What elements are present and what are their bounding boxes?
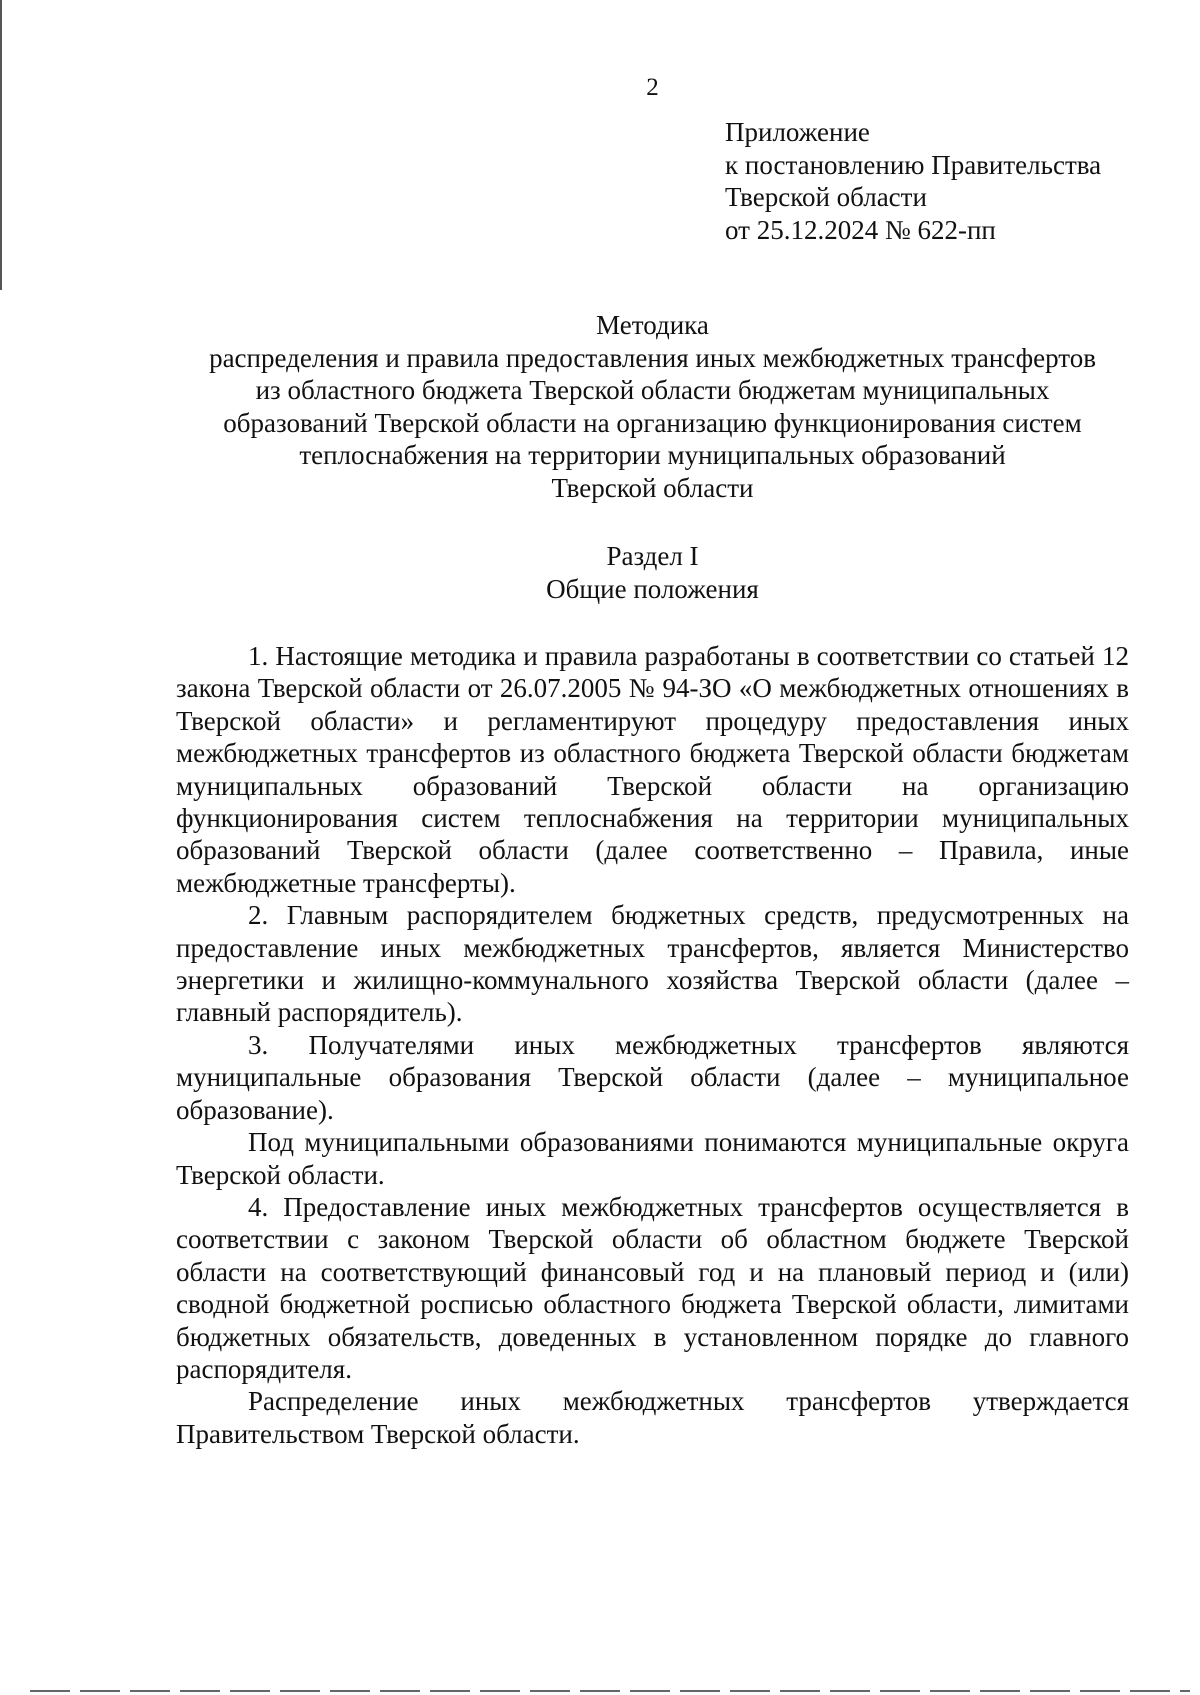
scan-bottom-edge xyxy=(30,1690,1190,1692)
paragraph: 2. Главным распорядителем бюджетных средств, предусмотренных на предоставление иных межбюджетных трансфертов, является Министерство энергетики и жилищно-коммунального хозяйства Тверской области (далее – главный распорядитель). xyxy=(176,900,1129,1028)
paragraph: Распределение иных межбюджетных трансфертов утверждается Правительством Тверской области. xyxy=(176,1386,1129,1449)
title-line: образований Тверской области на организацию функционирования систем xyxy=(223,407,1082,438)
section-number: Раздел I xyxy=(606,541,699,571)
appendix-line: к постановлению Правительства xyxy=(725,149,1102,180)
paragraph: Под муниципальными образованиями понимаются муниципальные округа Тверской области. xyxy=(176,1127,1129,1190)
document-body xyxy=(176,640,1129,1450)
title-line: Тверской области xyxy=(551,472,754,503)
document-title xyxy=(180,309,1125,504)
paragraph: 1. Настоящие методика и правила разработаны в соответствии со статьей 12 закона Тверской области от 26.07.2005 № 94-ЗО «О межбюджетных отношениях в Тверской области» и регламентируют процедуру предоставления иных межбюджетных трансфертов из областного бюджета Тверской области бюджетам муниципальных образований Тверской области на организацию функционирования систем теплоснабжения на территории муниципальных образований Тверской области (далее соответственно – Правила, иные межбюджетные трансферты). xyxy=(176,641,1129,898)
paragraph: 3. Получателями иных межбюджетных трансфертов являются муниципальные образования Тверской области (далее – муниципальное образование). xyxy=(176,1029,1129,1125)
appendix-line: Тверской области xyxy=(725,182,927,212)
title-line: из областного бюджета Тверской области бюджетам муниципальных xyxy=(255,375,1050,405)
page-number: 2 xyxy=(646,74,659,101)
appendix-line: Приложение xyxy=(725,117,870,147)
paragraph: 4. Предоставление иных межбюджетных трансфертов осуществляется в соответствии с законом Тверской области об областном бюджете Тверской области на соответствующий финансовый год и на плановый период и (или) сводной бюджетной росписью областного бюджета Тверской области, лимитами бюджетных обязательств, доведенных в установленном порядке до главного распорядителя. xyxy=(176,1191,1129,1384)
scan-left-edge xyxy=(0,0,2,290)
section-heading xyxy=(180,540,1125,606)
appendix-header xyxy=(725,116,1101,246)
appendix-date-number: от 25.12.2024 № 622-пп xyxy=(725,214,996,245)
section-name: Общие положения xyxy=(546,574,759,604)
title-heading: Методика xyxy=(596,310,709,340)
title-line: теплоснабжения на территории муниципальных образований xyxy=(299,440,1006,470)
title-line: распределения и правила предоставления иных межбюджетных трансфертов xyxy=(209,342,1096,373)
